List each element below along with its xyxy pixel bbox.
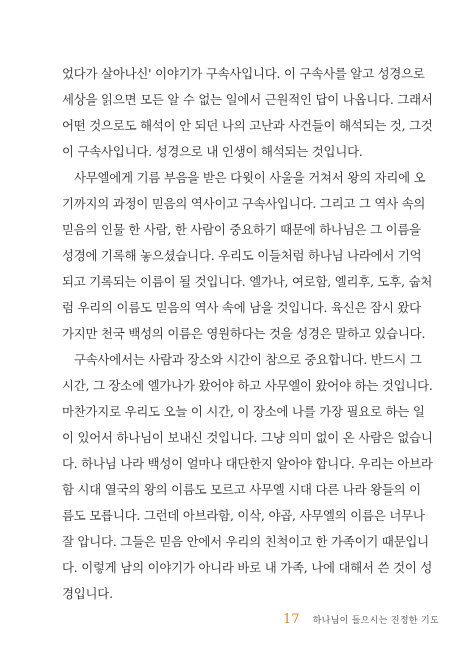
text-line: 경입니다. <box>62 586 113 601</box>
text-line: 이 구속사입니다. 성경으로 내 인생이 해석되는 것입니다. <box>62 144 363 159</box>
text-line: 럼 우리의 이름도 믿음의 역사 속에 남을 것입니다. 육신은 잠시 왔다 <box>62 300 421 315</box>
body-text <box>62 61 433 607</box>
text-line: 었다가 살아나신' 이야기가 구속사입니다. 이 구속사를 알고 성경으로 <box>62 66 425 81</box>
text-line: 마찬가지로 우리도 오늘 이 시간, 이 장소에 나를 가장 필요로 하는 일 <box>62 404 425 419</box>
text-line: 다. 이렇게 남의 이야기가 아니라 바로 내 가족, 나에 대해서 쓴 것이 성 <box>62 560 433 575</box>
text-line: 믿음의 인물 한 사람, 한 사람이 중요하기 때문에 하나님은 그 이름을 <box>62 222 421 237</box>
text-line: 잘 압니다. 그들은 믿음 안에서 우리의 친척이고 한 가족이기 때문입니 <box>62 534 429 549</box>
page-footer <box>283 608 439 627</box>
text-line: 세상을 읽으면 모든 알 수 없는 일에서 근원적인 답이 나옵니다. 그래서 <box>62 92 433 107</box>
text-line: 다. 하나님 나라 백성이 얼마나 대단한지 알아야 합니다. 우리는 아브라 <box>62 456 433 471</box>
text-line: 사무엘에게 기름 부음을 받은 다윗이 사울을 거쳐서 왕의 자리에 오 <box>74 170 426 185</box>
page-number: 17 <box>283 612 300 627</box>
running-title: 하나님이 들으시는 진정한 기도 <box>312 616 440 626</box>
text-line: 되고 기록되는 이름이 될 것입니다. 엘가나, 여로함, 엘리후, 도후, 숩처 <box>62 274 433 289</box>
text-line: 가지만 천국 백성의 이름은 영원하다는 것을 성경은 말하고 있습니다. <box>62 326 426 341</box>
text-line: 성경에 기록해 놓으셨습니다. 우리도 이들처럼 하나님 나라에서 기억 <box>62 248 422 263</box>
text-line: 름도 모릅니다. 그런데 아브라함, 이삭, 야곱, 사무엘의 이름은 너무나 <box>62 508 425 523</box>
text-line: 시간, 그 장소에 엘가나가 왔어야 하고 사무엘이 왔어야 하는 것입니다. <box>62 378 433 393</box>
text-line: 이 있어서 하나님이 보내신 것입니다. 그냥 의미 없이 온 사람은 없습니 <box>62 430 433 445</box>
text-line: 함 시대 열국의 왕의 이름도 모르고 사무엘 시대 다른 나라 왕들의 이 <box>62 482 421 497</box>
text-line: 기까지의 과정이 믿음의 역사이고 구속사입니다. 그리고 그 역사 속의 <box>62 196 426 211</box>
text-line: 어떤 것으로도 해석이 안 되던 나의 고난과 사건들이 해석되는 것, 그것 <box>62 118 433 133</box>
text-line: 구속사에서는 사람과 장소와 시간이 참으로 중요합니다. 반드시 그 <box>74 352 422 367</box>
